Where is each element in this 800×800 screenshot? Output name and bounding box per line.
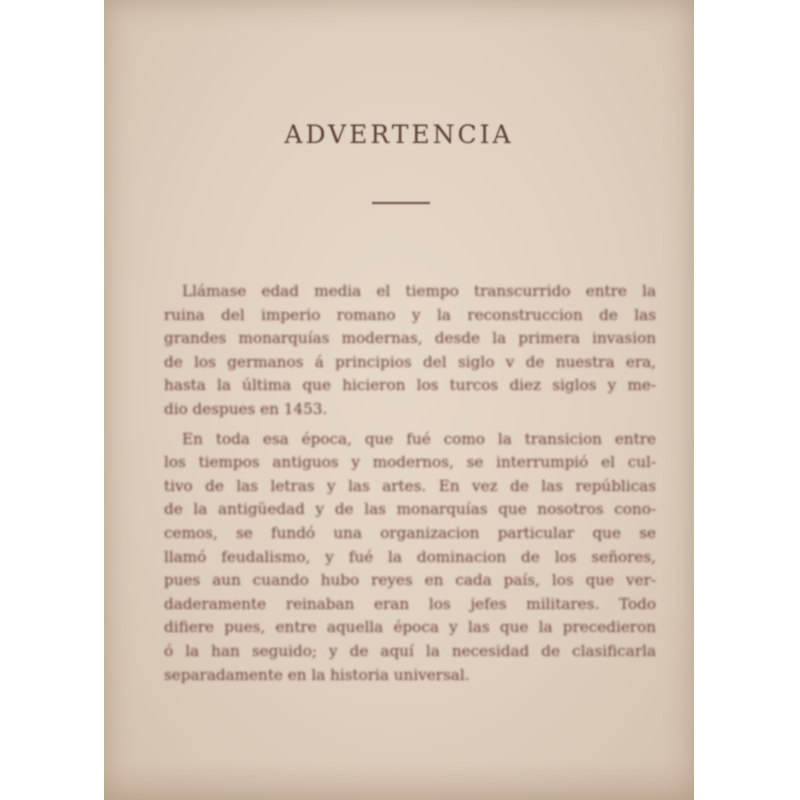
text-line: ó la han seguido; y de aquí la necesidad de clasificarla: [164, 641, 656, 660]
title-divider: [372, 202, 430, 204]
text-line: los tiempos antiguos y modernos, se interrumpió el cul-: [164, 453, 656, 472]
page-bottom-shadow: [104, 760, 694, 800]
text-line: de la antigüedad y de las monarquías que nosotros cono-: [164, 500, 656, 519]
text-line: grandes monarquías modernas, desde la primera invasion: [164, 329, 656, 348]
body-text: [164, 280, 656, 687]
text-line: ruina del imperio romano y la reconstruccion de las: [164, 305, 656, 324]
text-line: tivo de las letras y las artes. En vez de las repúblicas: [164, 476, 656, 495]
text-line: En toda esa época, que fué como la transicion entre: [182, 429, 656, 448]
page-title: ADVERTENCIA: [284, 120, 514, 149]
text-line: difiere pues, entre aquella época y las que la precedieron: [164, 618, 656, 637]
text-line: dio despues en 1453.: [164, 399, 328, 418]
book-page: [104, 0, 694, 800]
text-line: cemos, se fundó una organizacion particular que se: [164, 523, 656, 542]
text-line: de los germanos á principios del siglo v de nuestra era,: [164, 352, 656, 371]
text-line: Llámase edad media el tiempo transcurrido entre la: [182, 282, 656, 300]
text-line: hasta la última que hicieron los turcos diez siglos y me-: [164, 376, 656, 395]
text-line: daderamente reinaban eran los jefes militares. Todo: [164, 594, 656, 613]
text-line: separadamente en la historia universal.: [164, 665, 470, 684]
text-line: pues aun cuando hubo reyes en cada país, los que ver-: [164, 571, 656, 590]
text-line: llamó feudalismo, y fué la dominacion de los señores,: [164, 547, 656, 566]
